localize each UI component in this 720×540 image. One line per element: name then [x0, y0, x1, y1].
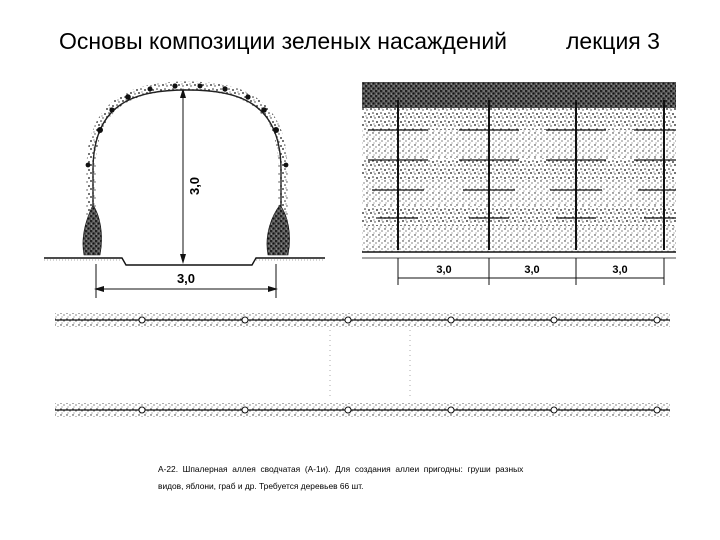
- figure-caption: [158, 461, 598, 495]
- caption-line-2: видов, яблони, граб и др. Требуется деревьев 66 шт.: [158, 481, 364, 491]
- caption-line-1: А-22. Шпалерная аллея сводчатая (А-1и). Для создания аллеи пригодны: груши разных: [158, 464, 524, 474]
- arch-section: [44, 83, 325, 298]
- spacing-label-1: 3,0: [436, 264, 452, 276]
- arch-width-label: 3,0: [176, 271, 196, 286]
- spacing-label-3: 3,0: [612, 264, 628, 276]
- spacing-label-2: 3,0: [524, 264, 540, 276]
- lecture-number: лекция 3: [566, 28, 660, 54]
- arch-height-label: 3,0: [187, 176, 202, 196]
- plan-view: [55, 313, 670, 417]
- espalier-elevation: [362, 82, 676, 285]
- slide-title-main: Основы композиции зеленых насаждений: [59, 28, 508, 54]
